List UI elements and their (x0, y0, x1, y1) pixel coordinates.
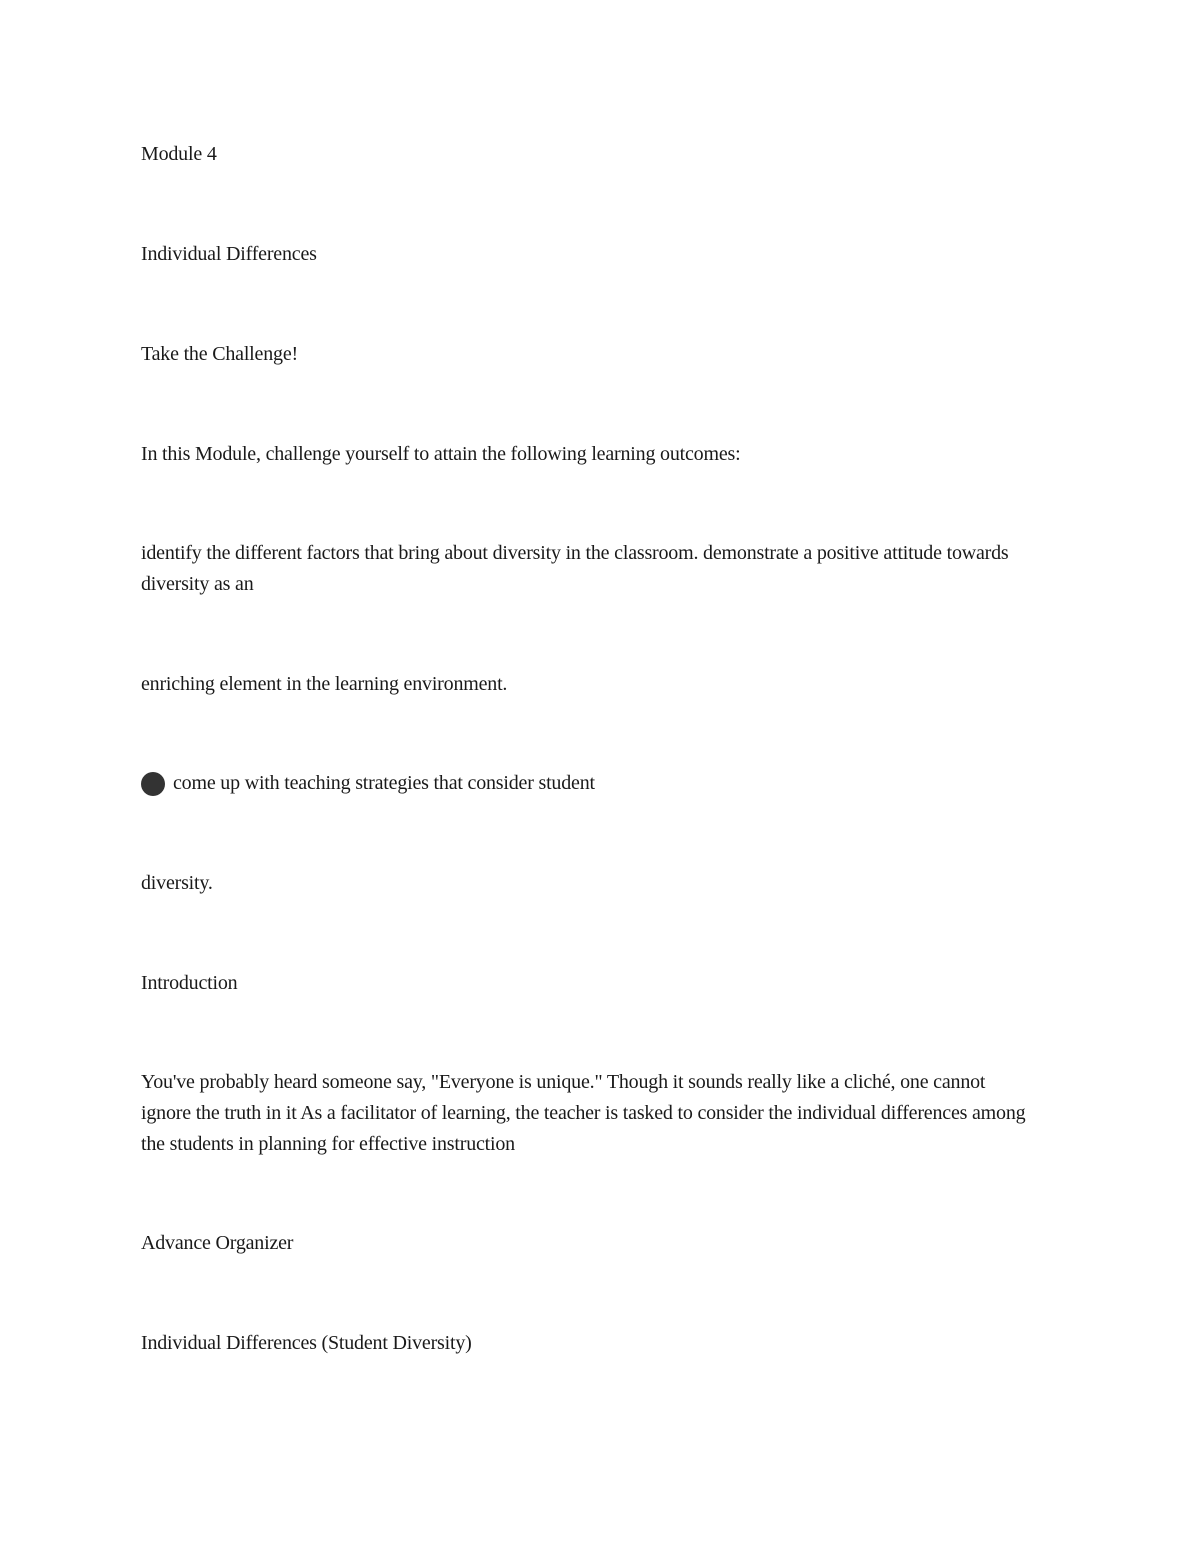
organizer-title: Individual Differences (Student Diversity) (141, 1332, 472, 1354)
module-title: Individual Differences (141, 243, 317, 265)
outcomes-intro: In this Module, challenge yourself to attain the following learning outcomes: (141, 443, 741, 465)
outcome-paragraph-1-continued: enriching element in the learning environment. (141, 673, 508, 695)
challenge-heading: Take the Challenge! (141, 343, 298, 365)
outcome-bullet-item (141, 768, 1041, 799)
outcome-bullet-text: come up with teaching strategies that consider student (173, 772, 595, 794)
bullet-icon (141, 772, 165, 796)
organizer-heading: Advance Organizer (141, 1232, 294, 1254)
outcome-paragraph-1: identify the different factors that bring about diversity in the classroom. demonstrate a positive attitude towards diversity as an (141, 542, 1009, 595)
outcome-bullet-continued: diversity. (141, 872, 213, 894)
introduction-paragraph: You've probably heard someone say, "Everyone is unique." Though it sounds really like a cliché, one cannot ignore the truth in it As a facilitator of learning, the teacher is tasked to consider the individual differences among the students in planning for effective instruction (141, 1071, 1026, 1155)
module-label: Module 4 (141, 143, 217, 165)
introduction-heading: Introduction (141, 972, 238, 994)
